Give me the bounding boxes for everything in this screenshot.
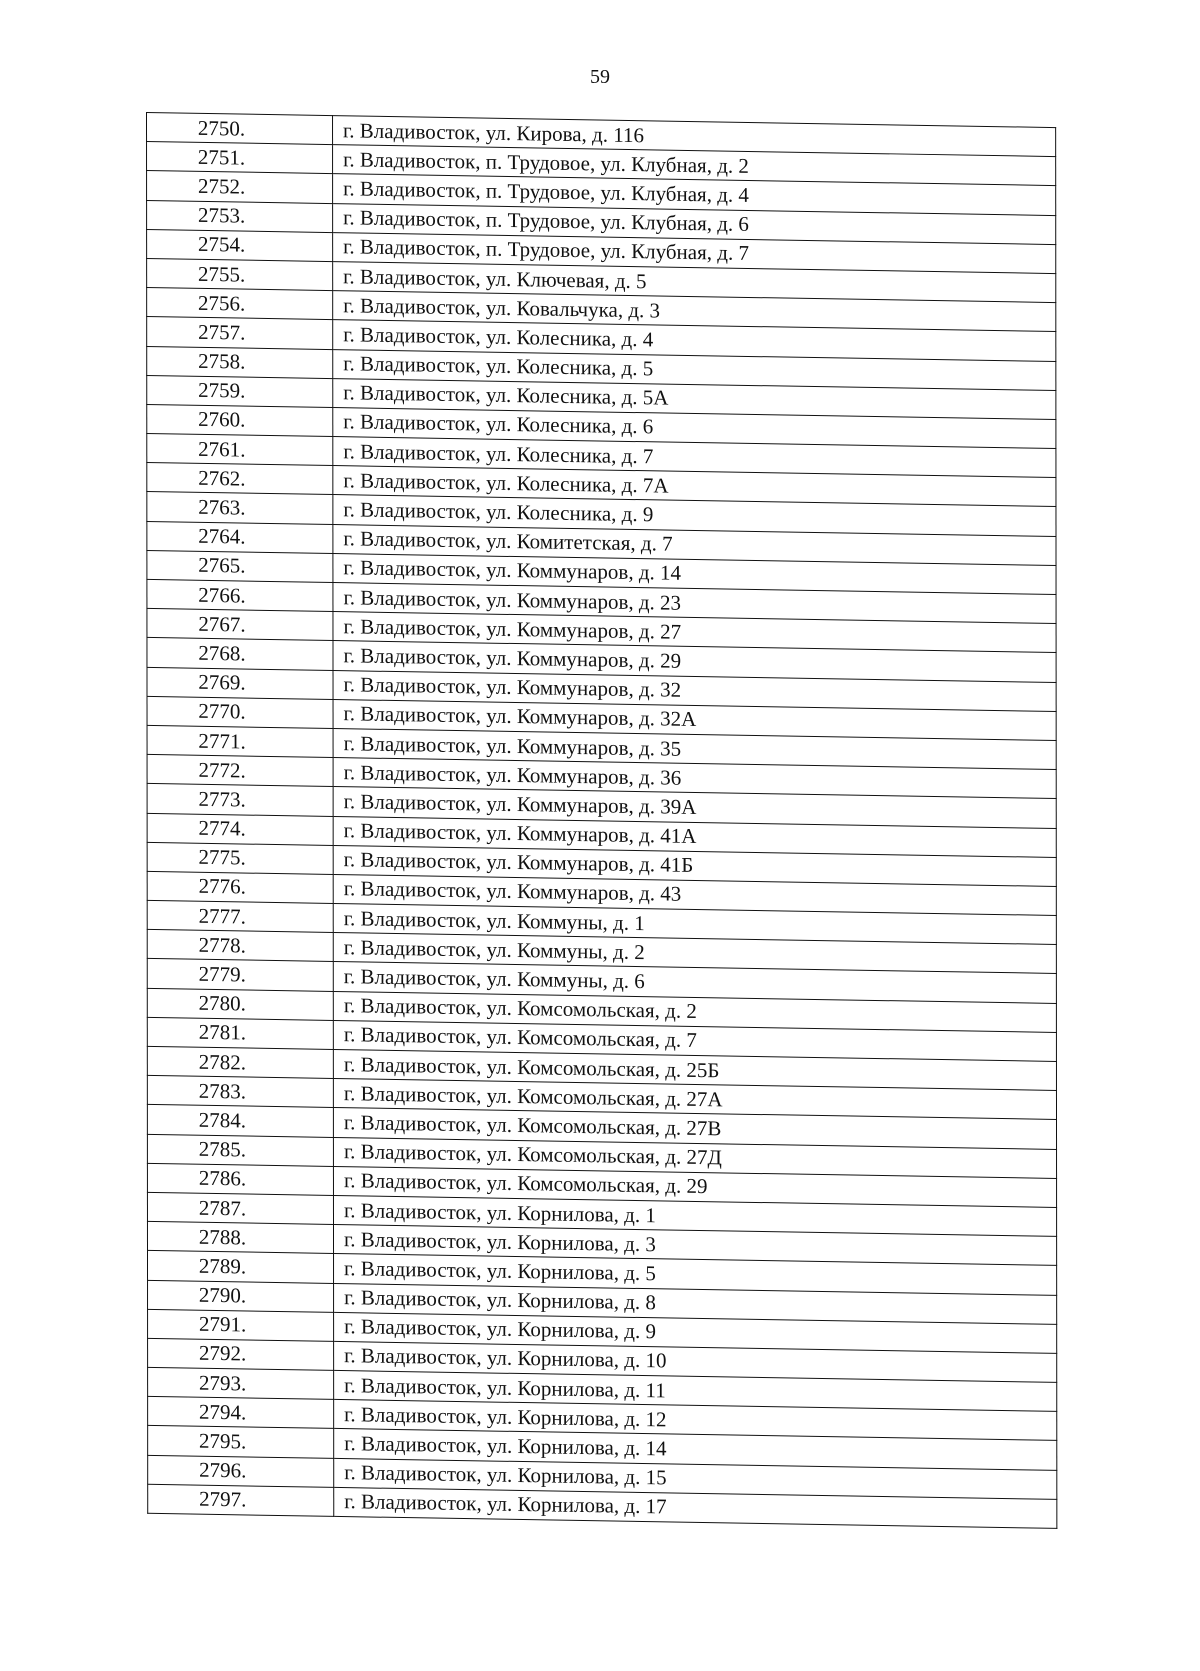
row-number: 2796. xyxy=(148,1455,334,1487)
row-number: 2793. xyxy=(148,1367,334,1399)
row-address: г. Владивосток, ул. Корнилова, д. 17 xyxy=(334,1487,1057,1528)
row-address: г. Владивосток, ул. Колесника, д. 5 xyxy=(333,349,1056,390)
page-number: 59 xyxy=(590,66,610,88)
row-number: 2774. xyxy=(147,813,333,845)
row-number: 2756. xyxy=(147,288,333,320)
row-address: г. Владивосток, ул. Коммунаров, д. 35 xyxy=(333,728,1056,769)
address-table xyxy=(146,112,1057,1529)
row-number: 2795. xyxy=(148,1426,334,1458)
row-address: г. Владивосток, ул. Коммунаров, д. 39А xyxy=(333,787,1056,828)
row-number: 2759. xyxy=(147,375,333,407)
row-number: 2775. xyxy=(147,842,333,874)
row-number: 2767. xyxy=(147,609,333,641)
row-address: г. Владивосток, ул. Коммуны, д. 6 xyxy=(333,962,1056,1003)
row-number: 2750. xyxy=(147,113,333,145)
row-number: 2757. xyxy=(147,317,333,349)
row-number: 2777. xyxy=(147,900,333,932)
row-address: г. Владивосток, ул. Колесника, д. 6 xyxy=(333,407,1056,448)
row-address: г. Владивосток, ул. Коммунаров, д. 23 xyxy=(333,583,1056,624)
row-address: г. Владивосток, ул. Корнилова, д. 10 xyxy=(334,1341,1057,1382)
row-address: г. Владивосток, ул. Комсомольская, д. 27Д xyxy=(333,1137,1056,1178)
row-address: г. Владивосток, ул. Корнилова, д. 1 xyxy=(333,1195,1056,1236)
row-address: г. Владивосток, ул. Корнилова, д. 11 xyxy=(334,1370,1057,1411)
row-address: г. Владивосток, ул. Коммунаров, д. 27 xyxy=(333,612,1056,653)
row-number: 2755. xyxy=(147,258,333,290)
row-number: 2791. xyxy=(148,1309,334,1341)
row-address: г. Владивосток, ул. Ковальчука, д. 3 xyxy=(333,291,1056,332)
row-address: г. Владивосток, ул. Комсомольская, д. 27В xyxy=(333,1108,1056,1149)
row-address: г. Владивосток, ул. Коммунаров, д. 41Б xyxy=(333,845,1056,886)
address-table-body xyxy=(147,113,1057,1529)
row-number: 2782. xyxy=(147,1046,333,1078)
row-address: г. Владивосток, ул. Колесника, д. 9 xyxy=(333,495,1056,536)
row-number: 2765. xyxy=(147,550,333,582)
row-number: 2788. xyxy=(147,1221,333,1253)
row-number: 2760. xyxy=(147,404,333,436)
row-number: 2776. xyxy=(147,871,333,903)
row-number: 2787. xyxy=(147,1192,333,1224)
row-address: г. Владивосток, п. Трудовое, ул. Клубная, д. 7 xyxy=(333,232,1056,273)
row-number: 2785. xyxy=(147,1134,333,1166)
row-address: г. Владивосток, ул. Корнилова, д. 15 xyxy=(334,1458,1057,1499)
row-address: г. Владивосток, ул. Комсомольская, д. 27А xyxy=(333,1079,1056,1120)
row-address: г. Владивосток, п. Трудовое, ул. Клубная, д. 6 xyxy=(333,203,1056,244)
row-address: г. Владивосток, ул. Коммуны, д. 2 xyxy=(333,933,1056,974)
row-address: г. Владивосток, ул. Комсомольская, д. 7 xyxy=(333,1020,1056,1061)
row-address: г. Владивосток, ул. Колесника, д. 7А xyxy=(333,466,1056,507)
row-number: 2783. xyxy=(147,1076,333,1108)
row-address: г. Владивосток, ул. Коммунаров, д. 32А xyxy=(333,699,1056,740)
row-number: 2761. xyxy=(147,434,333,466)
row-number: 2770. xyxy=(147,696,333,728)
row-number: 2779. xyxy=(147,959,333,991)
row-number: 2754. xyxy=(147,229,333,261)
row-number: 2771. xyxy=(147,725,333,757)
row-address: г. Владивосток, ул. Комсомольская, д. 2 xyxy=(333,991,1056,1032)
row-address: г. Владивосток, ул. Коммунаров, д. 29 xyxy=(333,641,1056,682)
row-number: 2792. xyxy=(148,1338,334,1370)
row-address: г. Владивосток, ул. Коммунаров, д. 36 xyxy=(333,758,1056,799)
row-address: г. Владивосток, ул. Колесника, д. 5А xyxy=(333,378,1056,419)
row-number: 2762. xyxy=(147,463,333,495)
row-number: 2790. xyxy=(148,1280,334,1312)
row-address: г. Владивосток, ул. Колесника, д. 7 xyxy=(333,437,1056,478)
row-address: г. Владивосток, ул. Коммунаров, д. 14 xyxy=(333,553,1056,594)
row-number: 2784. xyxy=(147,1105,333,1137)
row-address: г. Владивосток, ул. Корнилова, д. 9 xyxy=(334,1312,1057,1353)
row-number: 2789. xyxy=(147,1251,333,1283)
row-number: 2781. xyxy=(147,1017,333,1049)
row-number: 2758. xyxy=(147,346,333,378)
row-address: г. Владивосток, ул. Корнилова, д. 3 xyxy=(333,1225,1056,1266)
row-address: г. Владивосток, ул. Комитетская, д. 7 xyxy=(333,524,1056,565)
row-address: г. Владивосток, ул. Комсомольская, д. 25Б xyxy=(333,1049,1056,1090)
row-number: 2763. xyxy=(147,492,333,524)
row-number: 2764. xyxy=(147,521,333,553)
row-address: г. Владивосток, ул. Корнилова, д. 5 xyxy=(334,1254,1057,1295)
row-address: г. Владивосток, ул. Коммунаров, д. 41А xyxy=(333,816,1056,857)
row-number: 2752. xyxy=(147,171,333,203)
row-address: г. Владивосток, ул. Комсомольская, д. 29 xyxy=(333,1166,1056,1207)
row-number: 2751. xyxy=(147,142,333,174)
row-number: 2794. xyxy=(148,1397,334,1429)
row-number: 2769. xyxy=(147,667,333,699)
row-number: 2797. xyxy=(148,1484,334,1516)
row-address: г. Владивосток, ул. Коммуны, д. 1 xyxy=(333,904,1056,945)
row-number: 2753. xyxy=(147,200,333,232)
row-address: г. Владивосток, ул. Ключевая, д. 5 xyxy=(333,262,1056,303)
row-number: 2780. xyxy=(147,988,333,1020)
row-address: г. Владивосток, ул. Корнилова, д. 8 xyxy=(334,1283,1057,1324)
row-address: г. Владивосток, ул. Кирова, д. 116 xyxy=(333,116,1056,157)
row-address: г. Владивосток, п. Трудовое, ул. Клубная, д. 4 xyxy=(333,174,1056,215)
row-address: г. Владивосток, ул. Коммунаров, д. 43 xyxy=(333,874,1056,915)
row-number: 2768. xyxy=(147,638,333,670)
row-number: 2772. xyxy=(147,755,333,787)
row-number: 2786. xyxy=(147,1163,333,1195)
row-address: г. Владивосток, п. Трудовое, ул. Клубная, д. 2 xyxy=(333,145,1056,186)
row-address: г. Владивосток, ул. Корнилова, д. 14 xyxy=(334,1429,1057,1470)
row-number: 2778. xyxy=(147,930,333,962)
row-address: г. Владивосток, ул. Колесника, д. 4 xyxy=(333,320,1056,361)
row-address: г. Владивосток, ул. Корнилова, д. 12 xyxy=(334,1400,1057,1441)
row-number: 2773. xyxy=(147,784,333,816)
row-address: г. Владивосток, ул. Коммунаров, д. 32 xyxy=(333,670,1056,711)
row-number: 2766. xyxy=(147,579,333,611)
